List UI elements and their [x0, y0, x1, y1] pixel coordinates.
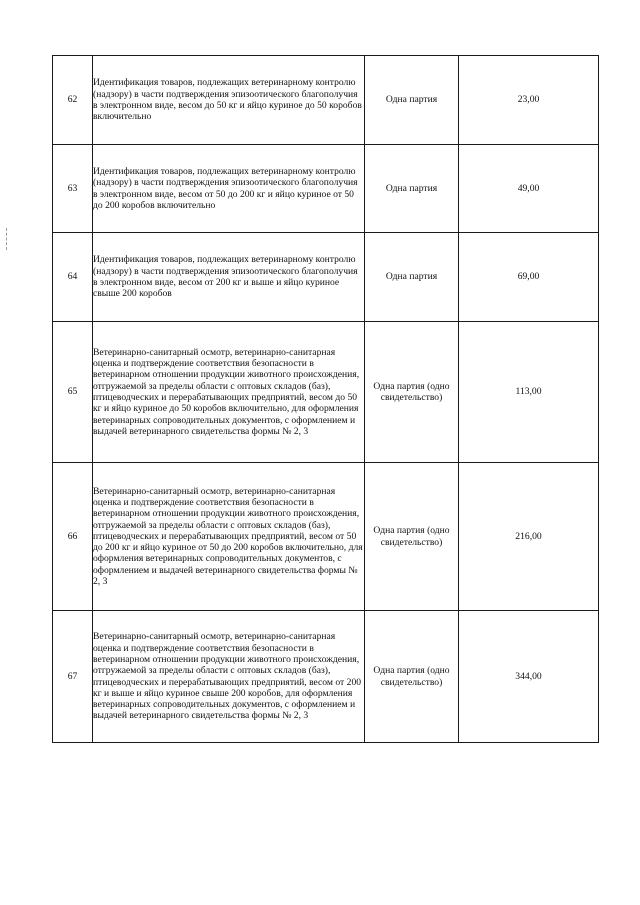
margin-scan-mark	[6, 228, 8, 250]
row-number: 63	[53, 145, 93, 233]
price-value: 344,00	[459, 611, 599, 743]
row-number: 66	[53, 463, 93, 611]
price-value: 23,00	[459, 56, 599, 145]
row-number: 65	[53, 322, 93, 463]
price-value: 113,00	[459, 322, 599, 463]
table-row	[53, 463, 599, 611]
price-value: 69,00	[459, 233, 599, 322]
unit-of-measure: Одна партия (одно свидетельство)	[365, 463, 459, 611]
price-value: 49,00	[459, 145, 599, 233]
service-description: Ветеринарно-санитарный осмотр, ветеринарно-санитарная оценка и подтверждение соответствия безопасности в ветеринарном отношении продукции животного происхождения, отгружаемой за пределы области с оптовых складов (баз), птицеводческих и перерабатывающих предприятий, весом от 200 кг и выше и яйцо куриное свыше 200 коробов, для оформления ветеринарных сопроводительных документов, с оформлением и выдачей ветеринарного свидетельства формы № 2, 3	[93, 611, 365, 743]
table-row	[53, 322, 599, 463]
unit-of-measure: Одна партия (одно свидетельство)	[365, 322, 459, 463]
service-description: Идентификация товаров, подлежащих ветеринарному контролю (надзору) в части подтверждения эпизоотического благополучия в электронном виде, весом от 50 до 200 кг и яйцо куриное от 50 до 200 коробов включительно	[93, 145, 365, 233]
service-description: Идентификация товаров, подлежащих ветеринарному контролю (надзору) в части подтверждения эпизоотического благополучия в электронном виде, весом до 50 кг и яйцо куриное до 50 коробов включительно	[93, 56, 365, 145]
unit-of-measure: Одна партия	[365, 56, 459, 145]
row-number: 62	[53, 56, 93, 145]
row-number: 64	[53, 233, 93, 322]
tariff-table	[52, 55, 599, 743]
unit-of-measure: Одна партия	[365, 233, 459, 322]
unit-of-measure: Одна партия	[365, 145, 459, 233]
table-row	[53, 56, 599, 145]
table-row	[53, 233, 599, 322]
price-value: 216,00	[459, 463, 599, 611]
table-row	[53, 145, 599, 233]
row-number: 67	[53, 611, 93, 743]
unit-of-measure: Одна партия (одно свидетельство)	[365, 611, 459, 743]
service-description: Ветеринарно-санитарный осмотр, ветеринарно-санитарная оценка и подтверждение соответствия безопасности в ветеринарном отношении продукции животного происхождения, отгружаемой за пределы области с оптовых складов (баз), птицеводческих и перерабатывающих предприятий, весом от 50 до 200 кг и яйцо куриное от 50 до 200 коробов включительно, для оформления ветеринарных сопроводительных документов, с оформлением и выдачей ветеринарного свидетельства формы № 2, 3	[93, 463, 365, 611]
service-description: Идентификация товаров, подлежащих ветеринарному контролю (надзору) в части подтверждения эпизоотического благополучия в электронном виде, весом от 200 кг и выше и яйцо куриное свыше 200 коробов	[93, 233, 365, 322]
table-row	[53, 611, 599, 743]
service-description: Ветеринарно-санитарный осмотр, ветеринарно-санитарная оценка и подтверждение соответствия безопасности в ветеринарном отношении продукции животного происхождения, отгружаемой за пределы области с оптовых складов (баз), птицеводческих и перерабатывающих предприятий, весом до 50 кг и яйцо куриное до 50 коробов включительно, для оформления ветеринарных сопроводительных документов, с оформлением и выдачей ветеринарного свидетельства формы № 2, 3	[93, 322, 365, 463]
